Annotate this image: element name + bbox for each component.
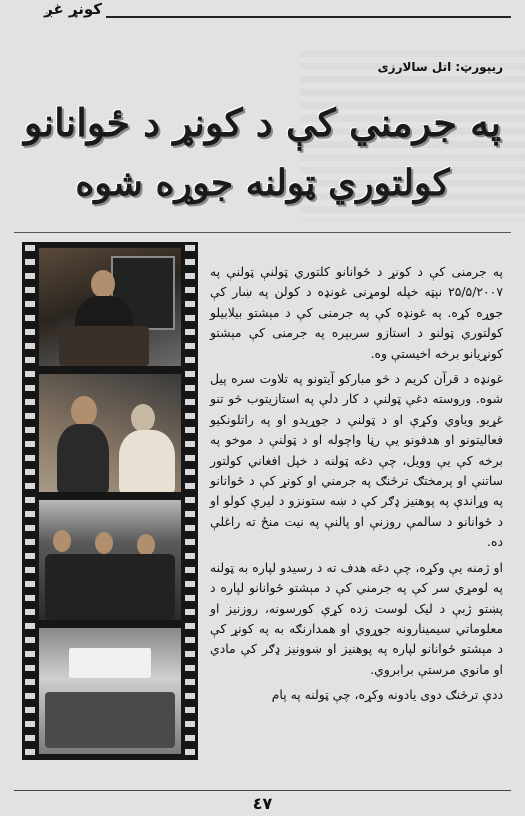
audience-head bbox=[131, 404, 155, 432]
article-paragraph: ددې ترڅنګ دوى يادونه وکړه، چې ټولنه په پام bbox=[271, 687, 503, 703]
section-rule bbox=[14, 232, 511, 233]
article-paragraph: په جرمنى کې د کونړ د ځوانانو کلتوري ټولنې ټولنې په ۲۵/۵/۲۰۰۷ نېټه خپله لومړنى غونډه د کولن په ښار کې جوړه کړه. په غونډه کې په جرمنى کې د مېشتو بيلابيلو کولتوري ټولنو د استازو سربېره په جرمنى کې مېشتو کونړيانو برخه اخيستې وه. bbox=[210, 264, 503, 361]
photo-speaker-podium bbox=[39, 248, 181, 366]
hall-window bbox=[69, 648, 151, 678]
photo-audience-front-row bbox=[39, 374, 181, 492]
film-sprocket-left bbox=[25, 242, 35, 760]
photo-hall-wide bbox=[39, 628, 181, 754]
audience-head bbox=[137, 534, 155, 556]
magazine-title: كونړ غږ bbox=[8, 0, 106, 20]
photo-audience-rows bbox=[39, 500, 181, 620]
article-body bbox=[210, 262, 503, 711]
footer-rule bbox=[14, 790, 511, 791]
audience-group bbox=[45, 554, 175, 620]
audience-head bbox=[53, 530, 71, 552]
audience-head bbox=[71, 396, 97, 426]
film-strip-photos bbox=[22, 242, 198, 760]
article-paragraph: غونډه د قرآن کريم د څو مبارکو آيتونو په تلاوت سره پيل شوه. وروسته دغې ټولنې د کار دلې په استازيتوب څو تنو غړيو وياوي وکړې او د ټولنې د جوړېدو او په راتلونکيو فعاليتونو او هدفونو يې رڼا واچوله او د ټولنې د موخو په برخه کې يې وويل، چې دغه ټولنه د خپل افغاني کولتور ساتنې او پرمختګ ترڅنګ په جرمني او کونړ کې د ځوانانو په وړاندې په پوهنيز ډګر کې د ښه ستونزو د ليرې کولو او د ځوانانو د سالمې روزنې او پالنې په نيت منځ ته راغلې ده. bbox=[210, 371, 503, 550]
article-paragraph: او ژمنه يې وکړه، چې دغه هدف ته د رسيدو لپاره به ټولنه په لومړي سر کې په جرمني کې د مېشتو ځوانانو لپاره د پښتو ژبې د ليک لوست زده کړې کورسونه، روزنيز او معلوماتي سيمينارونه جوړوي او همدارنګه به په کونړ کې د مېشتو ځوانانو لپاره په پوهنيز او ښوونيز ډګر کې مادي او مانوي مرستې برابروي. bbox=[210, 559, 503, 677]
headline-line-1: په جرمني کې د کونړ د ځوانانو bbox=[23, 100, 502, 145]
hall-crowd bbox=[45, 692, 175, 748]
audience-body bbox=[119, 430, 175, 492]
film-sprocket-right bbox=[185, 242, 195, 760]
page-number: ٤٧ bbox=[252, 794, 273, 813]
speaker-head bbox=[91, 270, 115, 298]
podium bbox=[59, 326, 149, 366]
reporter-byline: ريپورټ: اتل سالارزى bbox=[377, 60, 503, 74]
audience-head bbox=[95, 532, 113, 554]
headline-line-2: کولتوري ټولنه جوړه شوه bbox=[75, 162, 450, 204]
audience-body bbox=[57, 424, 109, 492]
